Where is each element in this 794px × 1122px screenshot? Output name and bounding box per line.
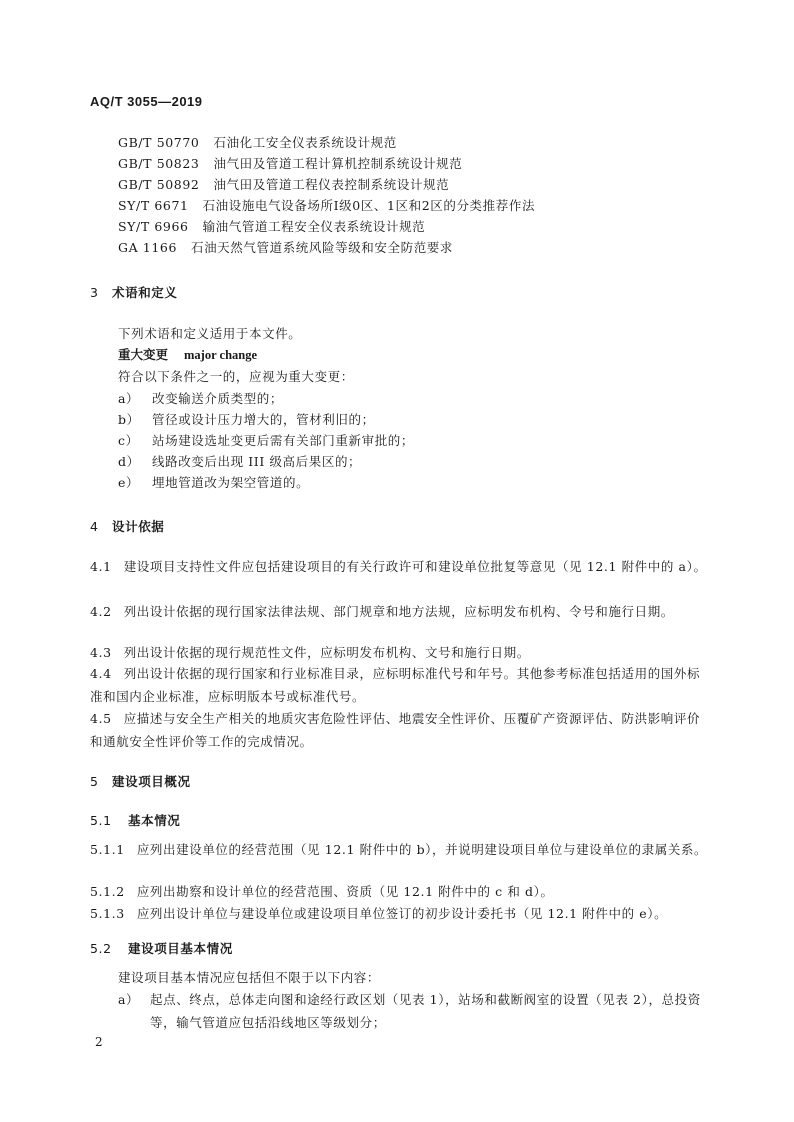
list-label: d）: [118, 454, 140, 469]
clause-paragraph: [90, 838, 708, 861]
reference-item: [118, 175, 449, 193]
list-label: a）: [118, 391, 140, 406]
clause-paragraph: [90, 902, 708, 925]
clause-number: 5.1.3: [90, 906, 125, 921]
reference-code: SY/T 6671: [118, 198, 189, 213]
clause-text: 应列出建设单位的经营范围（见 12.1 附件中的 b），并说明建设项目单位与建设单位的隶属关系。: [136, 842, 708, 857]
term-english: major change: [184, 348, 258, 362]
clause-number: 4.4: [90, 666, 112, 681]
clause-number: 4.1: [90, 559, 112, 574]
reference-item: [118, 154, 462, 172]
clause-number: 4.2: [90, 604, 112, 619]
clause-number: 5.1.1: [90, 842, 125, 857]
reference-title: 石油天然气管道系统风险等级和安全防范要求: [191, 240, 454, 255]
section-title: 建设项目概况: [112, 774, 191, 789]
list-label: a）: [118, 992, 140, 1007]
section-heading: [90, 772, 191, 790]
reference-title: 油气田及管道工程仪表控制系统设计规范: [213, 177, 450, 192]
reference-title: 油气田及管道工程计算机控制系统设计规范: [213, 156, 463, 171]
list-text: 改变输送介质类型的；: [152, 391, 284, 406]
subsection-title: 基本情况: [128, 813, 181, 828]
section-number: 3: [90, 285, 99, 300]
reference-code: GB/T 50892: [118, 177, 200, 192]
list-item: [118, 452, 361, 470]
clause-text: 应描述与安全生产相关的地质灾害危险性评估、地震安全性评价、压覆矿产资源评估、防洪影响评价和通航安全性评价等工作的完成情况。: [90, 711, 701, 749]
term-entry: [118, 345, 257, 363]
section-intro: 下列术语和定义适用于本文件。: [118, 326, 302, 341]
list-text: 站场建设选址变更后需有关部门重新审批的；: [152, 433, 415, 448]
list-label: b）: [118, 412, 140, 427]
section-number: 4: [90, 519, 99, 534]
list-label: e）: [118, 475, 140, 490]
clause-paragraph: [90, 641, 708, 664]
clause-number: 4.5: [90, 711, 112, 726]
reference-code: GB/T 50823: [118, 156, 200, 171]
clause-paragraph: [90, 662, 708, 708]
list-item: [118, 431, 414, 449]
subsection-heading: [90, 939, 233, 957]
reference-title: 石油设施电气设备场所Ⅰ级0区、1区和2区的分类推荐作法: [202, 198, 536, 213]
section-title: 设计依据: [112, 519, 165, 534]
list-text: 起点、终点，总体走向图和途经行政区划（见表 1），站场和截断阀室的设置（见表 2），总投资等，输气管道应包括沿线地区等级划分；: [150, 992, 701, 1030]
term-definition: 符合以下条件之一的，应视为重大变更：: [118, 369, 354, 384]
section-title: 术语和定义: [112, 285, 178, 300]
section-heading: [90, 283, 178, 301]
section-number: 5: [90, 774, 99, 789]
clause-text: 应列出设计单位与建设单位或建设项目单位签订的初步设计委托书（见 12.1 附件中的 e）。: [136, 906, 668, 921]
list-text: 管径或设计压力增大的，管材利旧的；: [152, 412, 375, 427]
reference-code: GB/T 50770: [118, 135, 200, 150]
reference-item: [118, 238, 453, 256]
clause-number: 5.1.2: [90, 884, 125, 899]
reference-code: GA 1166: [118, 240, 177, 255]
clause-paragraph: [90, 600, 708, 623]
list-text: 线路改变后出现 III 级高后果区的；: [152, 454, 362, 469]
clause-number: 4.3: [90, 645, 112, 660]
clause-text: 列出设计依据的现行国家和行业标准目录，应标明标准代号和年号。其他参考标准包括适用的国外标准和国内企业标准，应标明版本号或标准代号。: [90, 666, 701, 704]
list-text: 埋地管道改为架空管道的。: [152, 475, 310, 490]
list-item: [118, 988, 708, 1034]
clause-text: 建设项目支持性文件应包括建设项目的有关行政许可和建设单位批复等意见（见 12.1 附件中的 a）。: [123, 559, 707, 574]
clause-paragraph: [90, 707, 708, 753]
clause-paragraph: [90, 880, 708, 903]
subsection-title: 建设项目基本情况: [128, 941, 233, 956]
standard-header: AQ/T 3055—2019: [90, 94, 203, 109]
term-chinese: 重大变更: [118, 347, 169, 362]
page-number: 2: [95, 1035, 103, 1049]
reference-title: 石油化工安全仪表系统设计规范: [213, 135, 397, 150]
subsection-number: 5.1: [90, 813, 112, 828]
reference-item: [118, 133, 397, 151]
list-item: [118, 473, 309, 491]
subsection-number: 5.2: [90, 941, 112, 956]
clause-paragraph: [90, 555, 708, 578]
clause-text: 列出设计依据的现行规范性文件，应标明发布机构、文号和施行日期。: [123, 645, 530, 660]
reference-code: SY/T 6966: [118, 219, 189, 234]
list-item: [118, 389, 283, 407]
subsection-intro: 建设项目基本情况应包括但不限于以下内容：: [118, 970, 381, 985]
subsection-heading: [90, 811, 180, 829]
clause-text: 列出设计依据的现行国家法律法规、部门规章和地方法规，应标明发布机构、令号和施行日期。: [123, 604, 674, 619]
clause-text: 应列出勘察和设计单位的经营范围、资质（见 12.1 附件中的 c 和 d）。: [136, 884, 554, 899]
section-heading: [90, 517, 164, 535]
list-item: [118, 410, 375, 428]
list-label: c）: [118, 433, 139, 448]
reference-item: [118, 196, 535, 214]
reference-title: 输油气管道工程安全仪表系统设计规范: [202, 219, 426, 234]
reference-item: [118, 217, 425, 235]
